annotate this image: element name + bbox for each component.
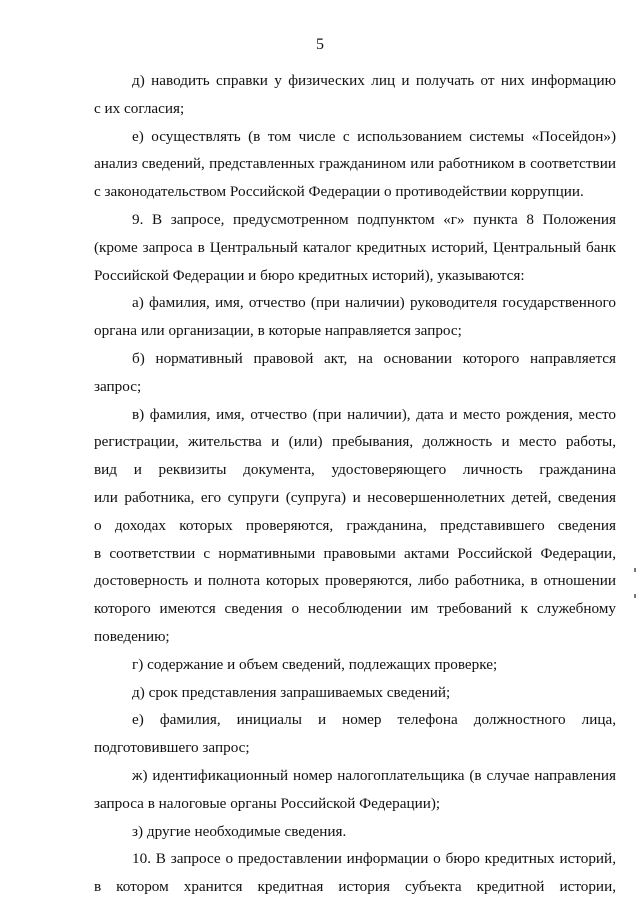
paragraph-9-request: [94, 206, 616, 289]
text-line: вид и реквизиты документа, удостоверяющего личность гражданина: [94, 461, 616, 479]
paragraph-d-deadline: [94, 679, 616, 707]
text-line: запрос;: [94, 377, 142, 395]
text-line: которого имеются сведения о несоблюдении им требований к служебному: [94, 600, 616, 618]
document-body: [94, 67, 616, 901]
paragraph-d-inquiries: [94, 67, 616, 123]
paragraph-e-analysis: [94, 123, 616, 206]
text-line: подготовившего запрос;: [94, 739, 250, 757]
text-line: 9. В запросе, предусмотренном подпунктом «г» пункта 8 Положения: [132, 210, 616, 228]
text-line: д) наводить справки у физических лиц и получать от них информацию: [132, 72, 616, 89]
text-line: с законодательством Российской Федерации о противодействии коррупции.: [94, 183, 584, 201]
text-line: г) содержание и объем сведений, подлежащих проверке;: [132, 655, 498, 673]
paragraph-zh-tax-id: [94, 762, 616, 818]
paragraph-g-content: [94, 651, 616, 679]
text-line: в котором хранится кредитная история субъекта кредитной истории,: [94, 878, 616, 896]
text-line: е) осуществлять (в том числе с использованием системы «Посейдон»): [132, 127, 616, 145]
text-line: в) фамилия, имя, отчество (при наличии), дата и место рождения, место: [132, 405, 616, 423]
text-line: ж) идентификационный номер налогоплательщика (в случае направления: [132, 766, 616, 784]
text-line: регистрации, жительства и (или) пребывания, должность и место работы,: [94, 433, 616, 451]
scan-edge-mark: [634, 594, 636, 598]
paragraph-a-head-name: [94, 289, 616, 345]
paragraph-10-credit-bureau: [94, 845, 616, 901]
paragraph-z-other: [94, 818, 616, 846]
text-line: б) нормативный правовой акт, на основании которого направляется: [132, 349, 616, 367]
text-line: Российской Федерации и бюро кредитных историй), указываются:: [94, 266, 525, 284]
text-line: запроса в налоговые органы Российской Федерации);: [94, 794, 441, 812]
text-line: з) другие необходимые сведения.: [132, 822, 347, 840]
text-line: о доходах которых проверяются, гражданина, представившего сведения: [94, 516, 616, 534]
paragraph-e-official: [94, 706, 616, 762]
text-line: органа или организации, в которые направляется запрос;: [94, 322, 462, 340]
text-line: е) фамилия, инициалы и номер телефона должностного лица,: [132, 711, 616, 729]
text-line: а) фамилия, имя, отчество (при наличии) руководителя государственного: [132, 294, 616, 312]
text-line: (кроме запроса в Центральный каталог кредитных историй, Центральный банк: [94, 238, 616, 256]
text-line: достоверность и полнота которых проверяются, либо работника, в отношении: [94, 572, 616, 590]
text-line: поведению;: [94, 627, 170, 645]
paragraph-b-legal-act: [94, 345, 616, 401]
scan-edge-mark: [634, 568, 636, 572]
text-line: д) срок представления запрашиваемых сведений;: [132, 683, 451, 701]
paragraph-v-person-data: [94, 401, 616, 651]
text-line: анализ сведений, представленных гражданином или работником в соответствии: [94, 155, 616, 173]
text-line: или работника, его супруги (супруга) и несовершеннолетних детей, сведения: [94, 488, 616, 506]
text-line: 10. В запросе о предоставлении информации о бюро кредитных историй,: [132, 850, 616, 868]
text-line: в соответствии с нормативными правовыми актами Российской Федерации,: [94, 544, 616, 562]
text-line: с их согласия;: [94, 99, 185, 117]
page-number: 5: [316, 36, 324, 53]
